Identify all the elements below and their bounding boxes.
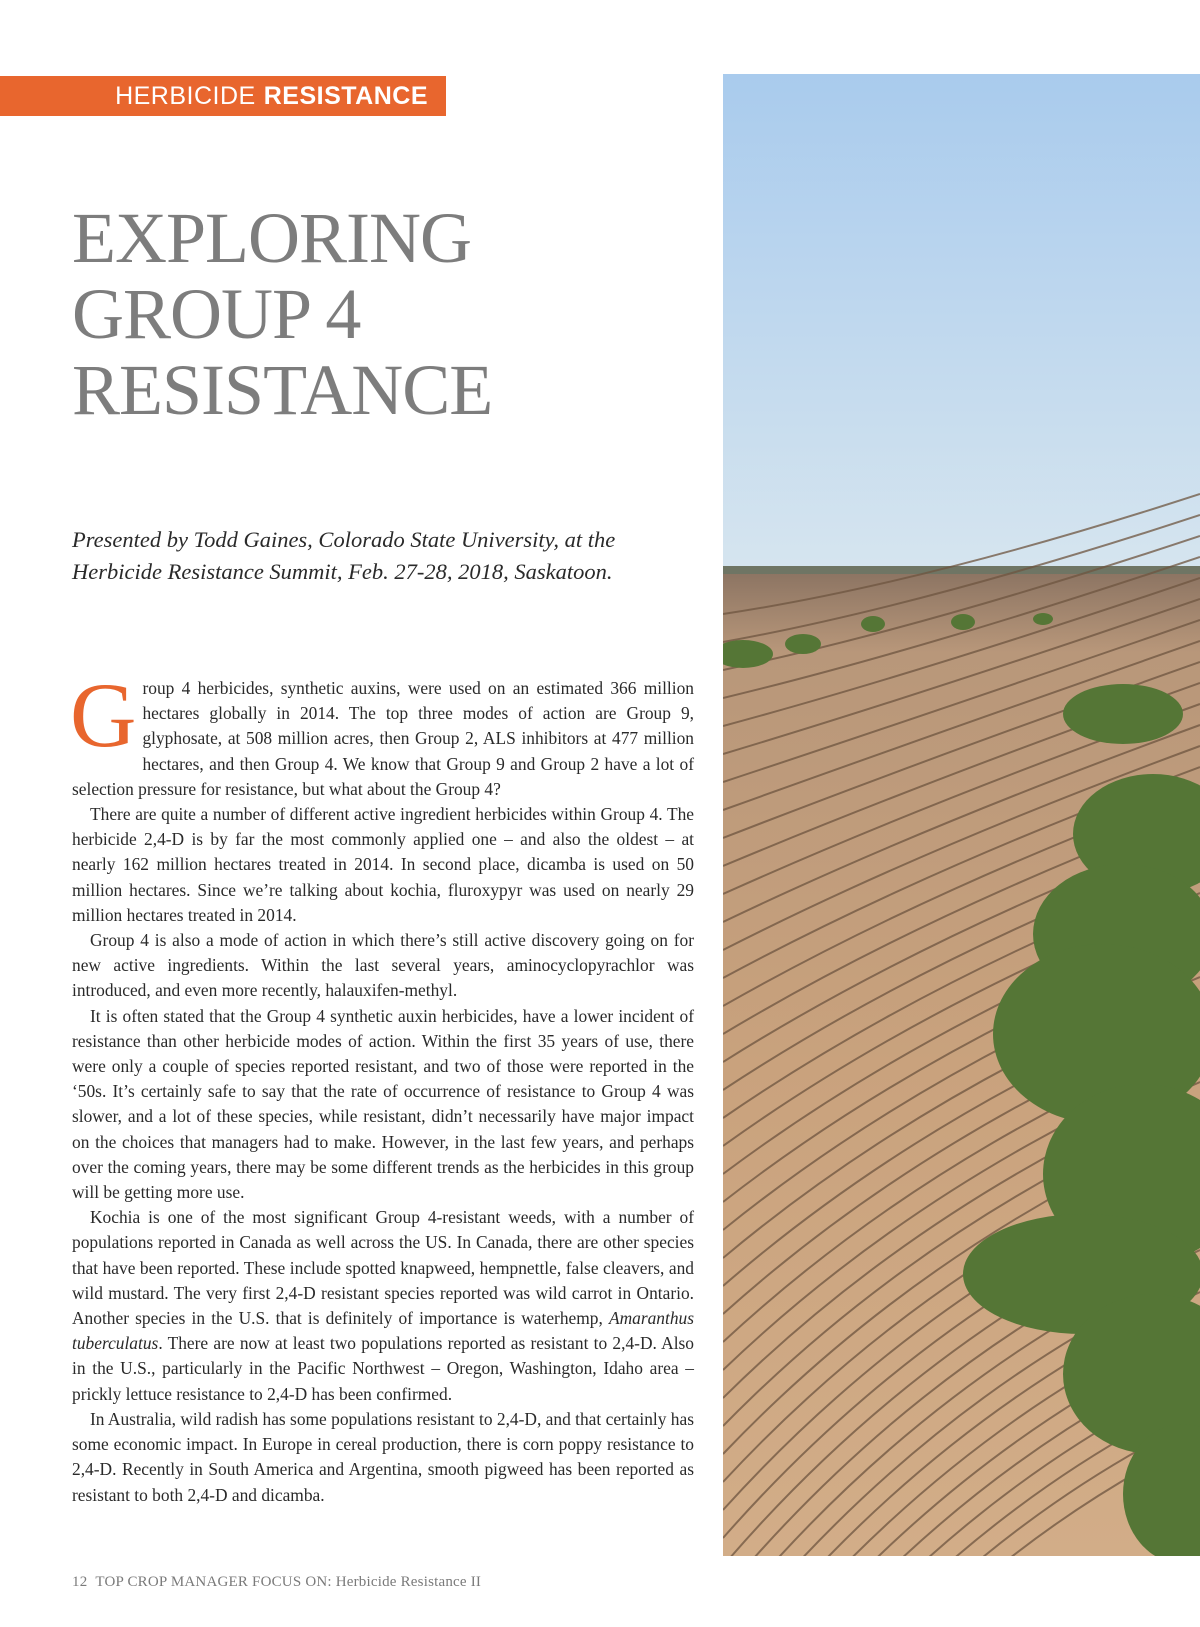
weed-patch bbox=[1063, 684, 1183, 744]
field-photo-image bbox=[723, 74, 1200, 1556]
footer-text: TOP CROP MANAGER FOCUS ON: Herbicide Resistance II bbox=[95, 1574, 482, 1590]
paragraph bbox=[70, 664, 694, 802]
page-footer bbox=[72, 1574, 481, 1591]
section-tag-bold: RESISTANCE bbox=[263, 81, 428, 110]
title-line: EXPLORING bbox=[72, 198, 471, 278]
paragraph: There are quite a number of different active ingredient herbicides within Group 4. The herbicide 2,4-D is by far the most commonly applied one – and also the oldest – at nearly 162 million hectares treated in 2014. In second place, dicamba is used on 50 million hectares. Since we’re talking about kochia, fluroxypyr was used on nearly 29 million hectares treated in 2014. bbox=[72, 804, 694, 925]
paragraph: In Australia, wild radish has some populations resistant to 2,4-D, and that certainly has some economic impact. In Europe in cereal production, there is corn poppy resistance to 2,4-D. Recently in South America and Argentina, smooth pigweed has been reported as resistant to both 2,4-D and dicamba. bbox=[72, 1408, 694, 1505]
sky bbox=[723, 74, 1200, 574]
weed-patch bbox=[1033, 613, 1053, 625]
weed-patch bbox=[785, 634, 821, 654]
paragraph: It is often stated that the Group 4 synthetic auxin herbicides, have a lower incident of resistance than other herbicide modes of action. Within the first 35 years of use, there were only a couple of species reported resistant, and two of those were reported in the ‘50s. It’s certainly safe to say that the rate of occurrence of resistance to Group 4 was slower, and a lot of these species, while resistant, didn’t necessarily have major impact on the choices that managers had to make. However, in the last few years, and perhaps over the coming years, there may be some different trends as the herbicides in this group will be getting more use. bbox=[72, 1005, 694, 1203]
field-photo bbox=[723, 74, 1200, 1556]
byline-line: Presented by Todd Gaines, Colorado State University, at the bbox=[72, 527, 616, 552]
page-number: 12 bbox=[72, 1574, 88, 1590]
paragraph bbox=[72, 1205, 694, 1407]
species-name: Amaranthus tuberculatus bbox=[72, 1308, 694, 1354]
byline bbox=[72, 524, 712, 588]
article-title bbox=[72, 200, 632, 428]
title-line: RESISTANCE bbox=[72, 350, 493, 430]
article-body bbox=[70, 664, 694, 1508]
title-line: GROUP 4 bbox=[72, 274, 361, 354]
drop-cap: G bbox=[70, 664, 137, 766]
paragraph-text: Kochia is one of the most significant Group 4-resistant weeds, with a number of populations reported in Canada as well across the US. In Canada, there are other species that have been reported. These include spotted knapweed, hempnettle, false cleavers, and wild mustard. The very first 2,4-D resistant species reported was wild carrot in Ontario. Another species in the U.S. that is definitely of importance is waterhemp, bbox=[72, 1207, 694, 1329]
section-tag bbox=[0, 76, 446, 116]
paragraph-text: . There are now at least two populations reported as resistant to 2,4-D. Also in the U.S., particularly in the Pacific Northwest – Oregon, Washington, Idaho area – prickly lettuce resistance to 2,4-D has been confirmed. bbox=[72, 1333, 694, 1404]
paragraph-text: roup 4 herbicides, synthetic auxins, were used on an estimated 366 million hectares globally in 2014. The top three modes of action are Group 9, glyphosate, at 508 million acres, then Group 2, ALS inhibitors at 477 million hectares, and then Group 4. We know that Group 9 and Group 2 have a lot of selection pressure for resistance, but what about the Group 4? bbox=[72, 678, 694, 799]
paragraph: Group 4 is also a mode of action in which there’s still active discovery going on for new active ingredients. Within the last several years, aminocyclopyrachlor was introduced, and even more recently, halauxifen-methyl. bbox=[72, 930, 694, 1001]
byline-line: Herbicide Resistance Summit, Feb. 27-28, 2018, Saskatoon. bbox=[72, 559, 613, 584]
weed-patch bbox=[951, 614, 975, 630]
section-tag-light: HERBICIDE bbox=[115, 81, 256, 110]
weed-patch bbox=[861, 616, 885, 632]
